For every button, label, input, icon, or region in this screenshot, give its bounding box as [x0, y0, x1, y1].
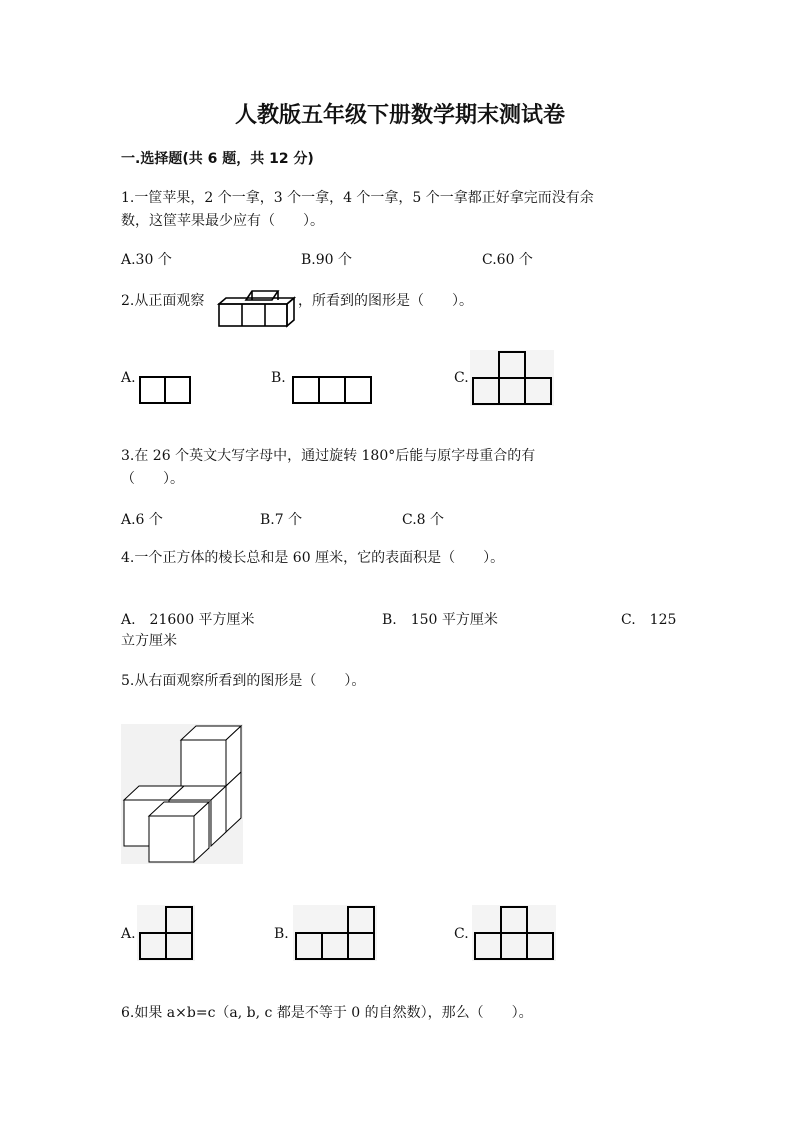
question-4-option-b[interactable]: B. 150 平方厘米	[382, 612, 498, 628]
question-4-text: 4.一个正方体的棱长总和是 60 厘米，它的表面积是（ ）。	[121, 550, 505, 566]
question-2-option-b[interactable]: B.	[271, 370, 286, 386]
question-5-text: 5.从右面观察所看到的图形是（ ）。	[121, 673, 366, 689]
question-6-text: 6.如果 a×b=c（a, b, c 都是不等于 0 的自然数），那么（ ）。	[121, 1005, 533, 1021]
question-5-option-b-shape	[293, 905, 377, 961]
question-1-line-2: 数，这筐苹果最少应有（ ）。	[121, 213, 324, 229]
question-5-option-c[interactable]: C.	[454, 926, 469, 942]
section-heading: 一.选择题(共 6 题，共 12 分)	[121, 151, 314, 167]
question-5-option-b[interactable]: B.	[274, 926, 289, 942]
question-1-option-c[interactable]: C.60 个	[482, 252, 533, 268]
question-1-option-b[interactable]: B.90 个	[301, 252, 353, 268]
question-1-option-a[interactable]: A.30 个	[121, 252, 172, 268]
question-2-option-a-shape	[138, 375, 192, 405]
question-3-line-1: 3.在 26 个英文大写字母中，通过旋转 180°后能与原字母重合的有	[121, 448, 536, 464]
question-2-prefix: 2.从正面观察	[121, 293, 205, 309]
question-1-line-1: 1.一筐苹果，2 个一拿，3 个一拿，4 个一拿，5 个一拿都正好拿完而没有余	[121, 190, 594, 206]
question-2-option-a[interactable]: A.	[121, 370, 136, 386]
question-5-option-c-shape	[472, 905, 556, 961]
question-2-option-c-shape	[470, 350, 554, 406]
question-4-option-c[interactable]: C. 125	[621, 612, 677, 628]
question-5-option-a[interactable]: A.	[121, 926, 136, 942]
question-2-suffix: ，所看到的图形是（ ）。	[298, 293, 473, 309]
question-2-cube-figure	[216, 288, 296, 330]
question-3-option-c[interactable]: C.8 个	[402, 512, 445, 528]
question-5-option-a-shape	[137, 905, 195, 961]
question-2-option-b-shape	[291, 375, 373, 405]
question-3-option-b[interactable]: B.7 个	[260, 512, 303, 528]
question-4-option-a[interactable]: A. 21600 平方厘米	[121, 612, 255, 628]
question-4-option-c-wrap: 立方厘米	[121, 633, 177, 649]
page-title: 人教版五年级下册数学期末测试卷	[234, 103, 565, 128]
question-3-option-a[interactable]: A.6 个	[121, 512, 163, 528]
question-5-cube-stack-figure	[121, 724, 243, 864]
question-2-option-c[interactable]: C.	[454, 370, 469, 386]
question-3-line-2: （ ）。	[121, 471, 184, 487]
